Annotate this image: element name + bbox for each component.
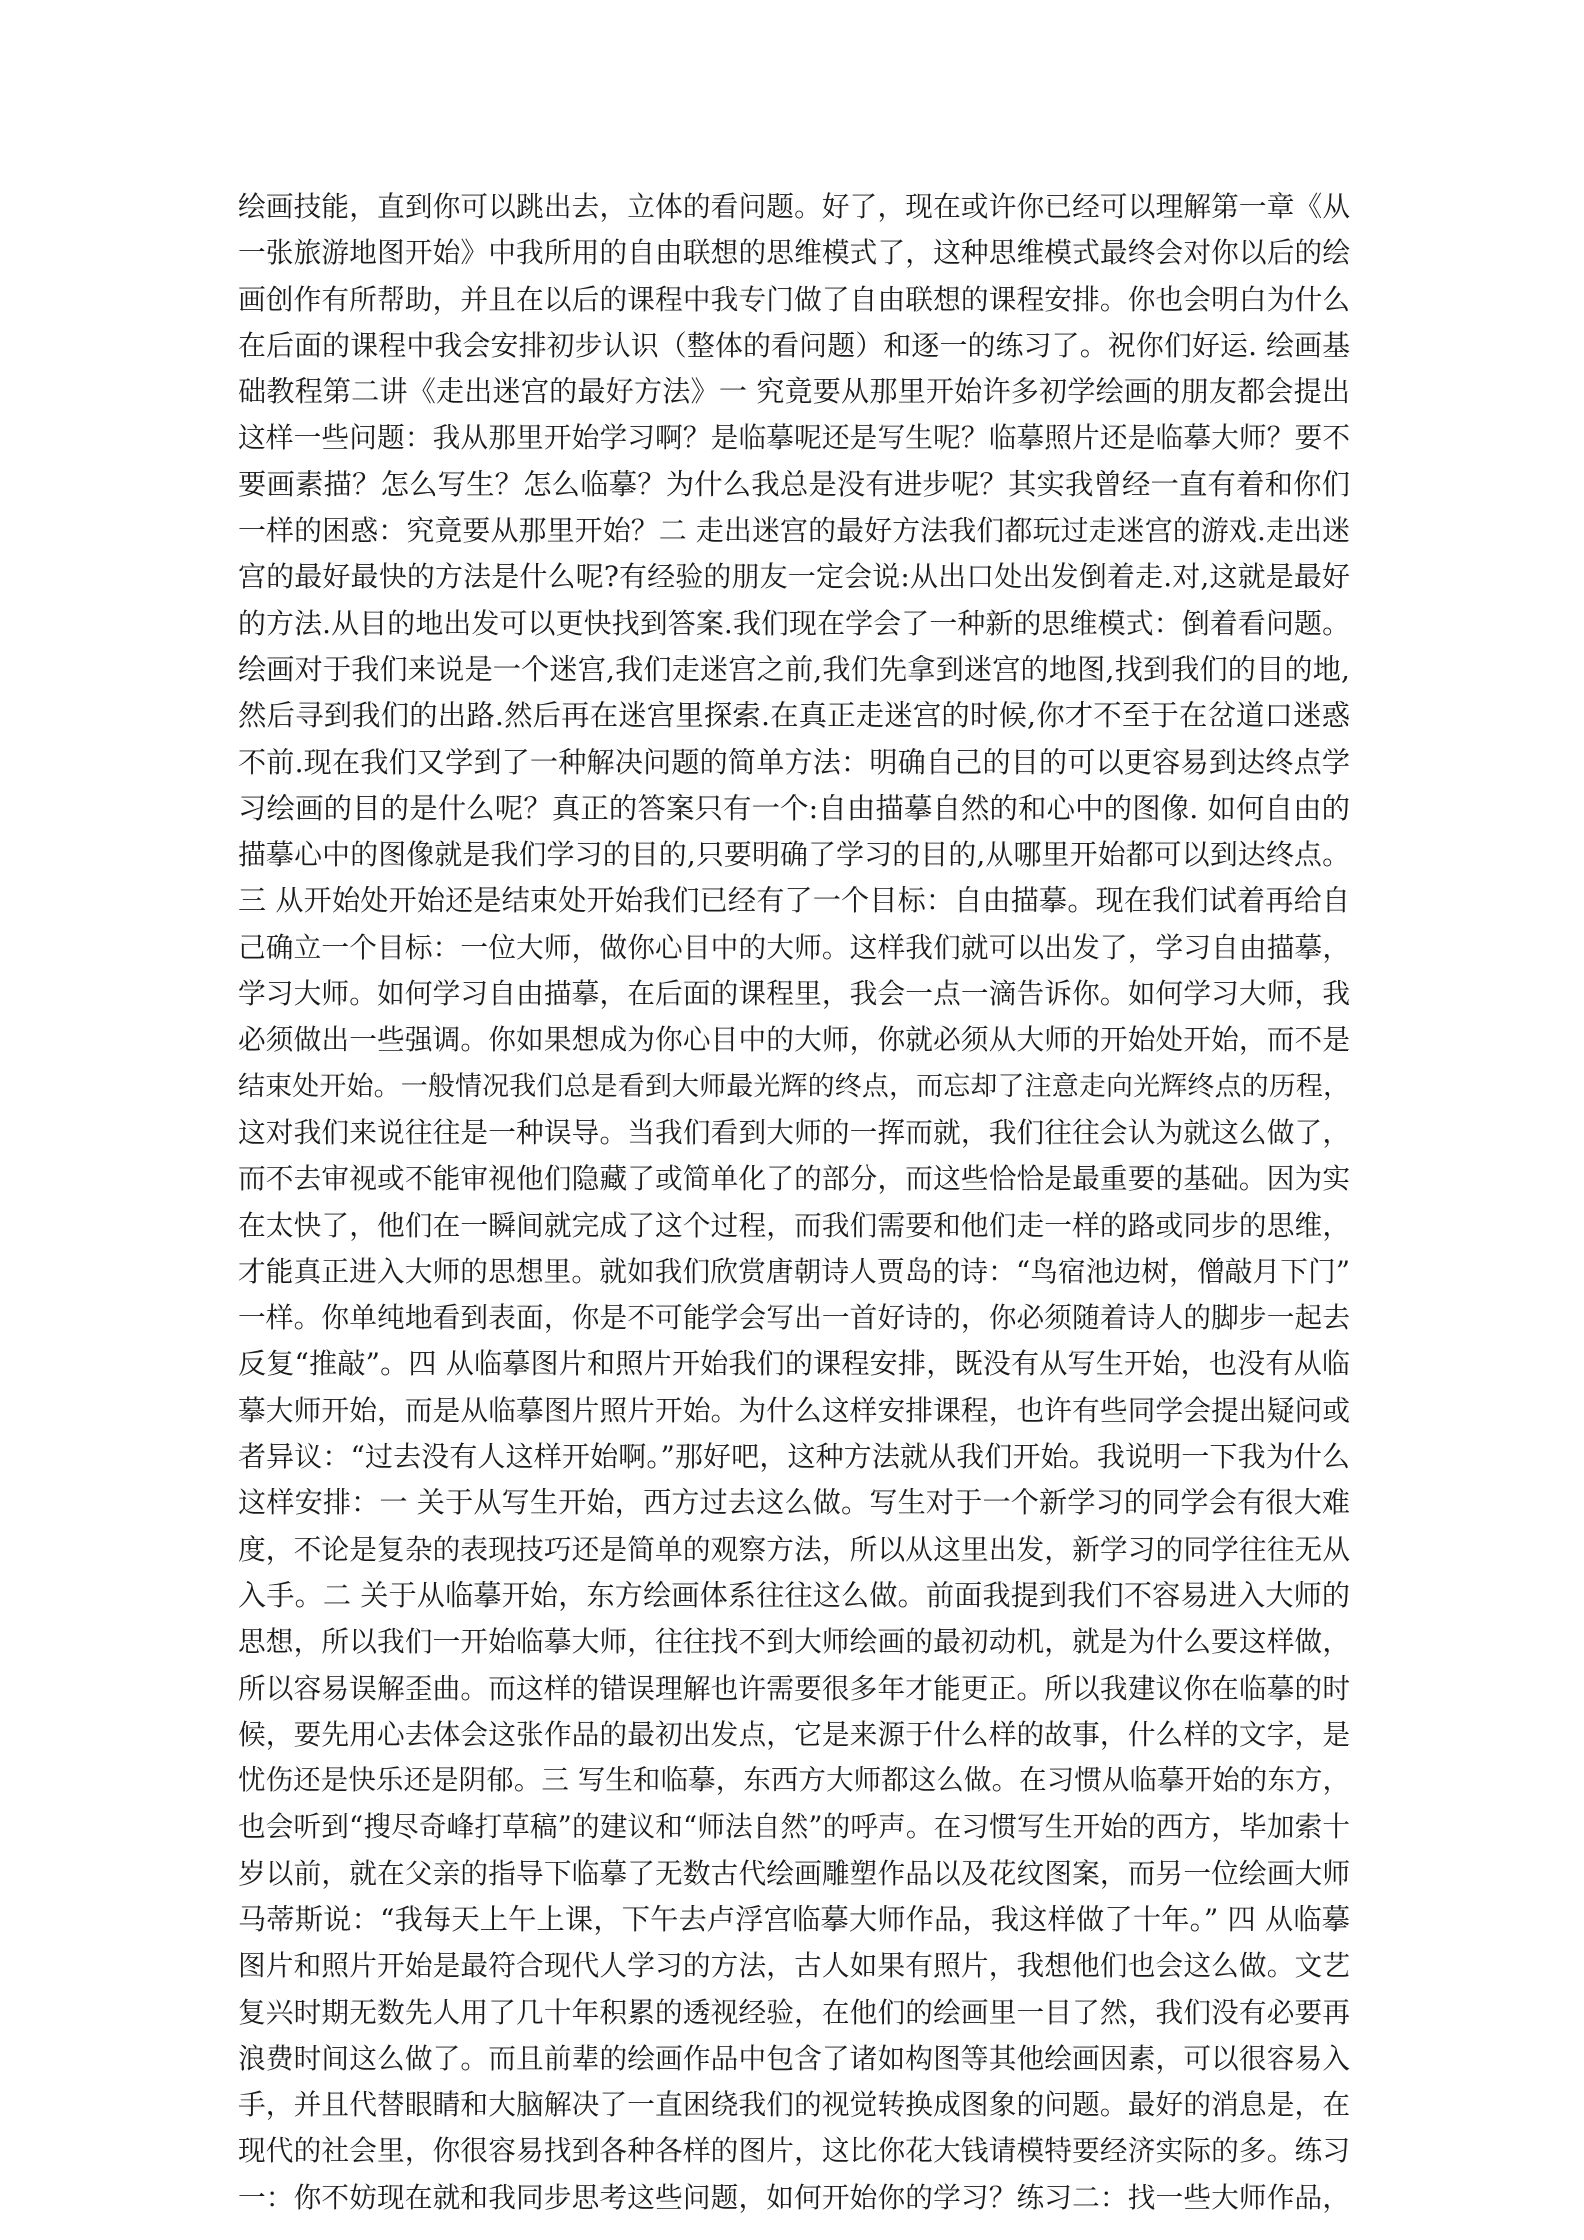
text-line: 反复“推敲”。四 从临摹图片和照片开始我们的课程安排，既没有从写生开始，也没有从临 <box>238 1347 1350 1381</box>
text-line: 不前.现在我们又学到了一种解决问题的简单方法：明确自己的目的可以更容易到达终点学 <box>238 745 1350 779</box>
text-line: 所以容易误解歪曲。而这样的错误理解也许需要很多年才能更正。所以我建议你在临摹的时 <box>238 1671 1350 1705</box>
text-line: 础教程第二讲《走出迷宫的最好方法》一 究竟要从那里开始许多初学绘画的朋友都会提出 <box>238 375 1350 409</box>
text-line: 摹大师开始，而是从临摹图片照片开始。为什么这样安排课程，也许有些同学会提出疑问或 <box>238 1393 1350 1427</box>
text-line: 马蒂斯说：“我每天上午上课，下午去卢浮宫临摹大师作品，我这样做了十年。” 四 从临摹 <box>238 1902 1350 1936</box>
text-line: 宫的最好最快的方法是什么呢?有经验的朋友一定会说:从出口处出发倒着走.对,这就是最好 <box>238 560 1350 594</box>
text-line: 这样安排：一 关于从写生开始，西方过去这么做。写生对于一个新学习的同学会有很大难 <box>238 1486 1350 1520</box>
text-line: 要画素描？怎么写生？怎么临摹？为什么我总是没有进步呢？其实我曾经一直有着和你们 <box>238 467 1350 501</box>
text-line: 思想，所以我们一开始临摹大师，往往找不到大师绘画的最初动机，就是为什么要这样做， <box>238 1625 1350 1659</box>
text-line: 然后寻到我们的出路.然后再在迷宫里探索.在真正走迷宫的时候,你才不至于在岔道口迷惑 <box>238 699 1350 733</box>
text-line: 一张旅游地图开始》中我所用的自由联想的思维模式了，这种思维模式最终会对你以后的绘 <box>238 236 1350 270</box>
text-line: 而不去审视或不能审视他们隐藏了或简单化了的部分，而这些恰恰是最重要的基础。因为实 <box>238 1162 1350 1196</box>
text-line: 画创作有所帮助，并且在以后的课程中我专门做了自由联想的课程安排。你也会明白为什么 <box>238 282 1350 316</box>
text-line: 图片和照片开始是最符合现代人学习的方法，古人如果有照片，我想他们也会这么做。文艺 <box>238 1949 1350 1983</box>
text-line: 候，要先用心去体会这张作品的最初出发点，它是来源于什么样的故事，什么样的文字，是 <box>238 1717 1350 1751</box>
text-line: 这对我们来说往往是一种误导。当我们看到大师的一挥而就，我们往往会认为就这么做了， <box>238 1115 1350 1149</box>
text-line: 这样一些问题：我从那里开始学习啊？是临摹呢还是写生呢？临摹照片还是临摹大师？要不 <box>238 421 1350 455</box>
text-line: 习绘画的目的是什么呢？真正的答案只有一个:自由描摹自然的和心中的图像. 如何自由的 <box>238 791 1350 825</box>
text-line: 也会听到“搜尽奇峰打草稿”的建议和“师法自然”的呼声。在习惯写生开始的西方，毕加索十 <box>238 1810 1350 1844</box>
body-text <box>238 184 1350 2221</box>
text-line: 己确立一个目标：一位大师，做你心目中的大师。这样我们就可以出发了，学习自由描摹， <box>238 930 1350 964</box>
text-line: 结束处开始。一般情况我们总是看到大师最光辉的终点，而忘却了注意走向光辉终点的历程， <box>238 1070 1350 1102</box>
text-line: 岁以前，就在父亲的指导下临摹了无数古代绘画雕塑作品以及花纹图案，而另一位绘画大师 <box>238 1856 1350 1890</box>
text-line: 入手。二 关于从临摹开始，东方绘画体系往往这么做。前面我提到我们不容易进入大师的 <box>238 1578 1350 1612</box>
text-line: 复兴时期无数先人用了几十年积累的透视经验，在他们的绘画里一目了然，我们没有必要再 <box>238 1995 1350 2029</box>
text-line: 现代的社会里，你很容易找到各种各样的图片，这比你花大钱请模特要经济实际的多。练习 <box>238 2134 1350 2168</box>
text-line: 的方法.从目的地出发可以更快找到答案.我们现在学会了一种新的思维模式：倒着看问题。 <box>238 606 1350 640</box>
text-line: 一：你不妨现在就和我同步思考这些问题，如何开始你的学习？练习二：找一些大师作品， <box>238 2180 1350 2214</box>
text-line: 才能真正进入大师的思想里。就如我们欣赏唐朝诗人贾岛的诗：“鸟宿池边树，僧敲月下门” <box>238 1254 1350 1288</box>
text-line: 在后面的课程中我会安排初步认识（整体的看问题）和逐一的练习了。祝你们好运. 绘画基 <box>238 328 1350 362</box>
text-line: 度，不论是复杂的表现技巧还是简单的观察方法，所以从这里出发，新学习的同学往往无从 <box>238 1532 1350 1566</box>
text-line: 绘画对于我们来说是一个迷宫,我们走迷宫之前,我们先拿到迷宫的地图,找到我们的目的地, <box>238 652 1350 686</box>
text-line: 浪费时间这么做了。而且前辈的绘画作品中包含了诸如构图等其他绘画因素，可以很容易入 <box>238 2041 1350 2075</box>
text-line: 在太快了，他们在一瞬间就完成了这个过程，而我们需要和他们走一样的路或同步的思维， <box>238 1208 1350 1242</box>
text-line: 忧伤还是快乐还是阴郁。三 写生和临摹，东西方大师都这么做。在习惯从临摹开始的东方， <box>238 1765 1350 1797</box>
text-line: 一样。你单纯地看到表面，你是不可能学会写出一首好诗的，你必须随着诗人的脚步一起去 <box>238 1301 1350 1335</box>
text-line: 三 从开始处开始还是结束处开始我们已经有了一个目标：自由描摹。现在我们试着再给自 <box>238 884 1350 918</box>
text-line: 者异议：“过去没有人这样开始啊。”那好吧，这种方法就从我们开始。我说明一下我为什么 <box>238 1440 1350 1474</box>
text-line: 描摹心中的图像就是我们学习的目的,只要明确了学习的目的,从哪里开始都可以到达终点。 <box>238 838 1350 872</box>
text-line: 手，并且代替眼睛和大脑解决了一直困绕我们的视觉转换成图象的问题。最好的消息是，在 <box>238 2088 1350 2122</box>
text-line: 绘画技能，直到你可以跳出去，立体的看问题。好了，现在或许你已经可以理解第一章《从 <box>238 190 1350 223</box>
text-line: 学习大师。如何学习自由描摹，在后面的课程里，我会一点一滴告诉你。如何学习大师，我 <box>238 977 1350 1011</box>
text-line: 一样的困惑：究竟要从那里开始？二 走出迷宫的最好方法我们都玩过走迷宫的游戏.走出迷 <box>238 514 1350 548</box>
text-line: 必须做出一些强调。你如果想成为你心目中的大师，你就必须从大师的开始处开始，而不是 <box>238 1023 1350 1057</box>
